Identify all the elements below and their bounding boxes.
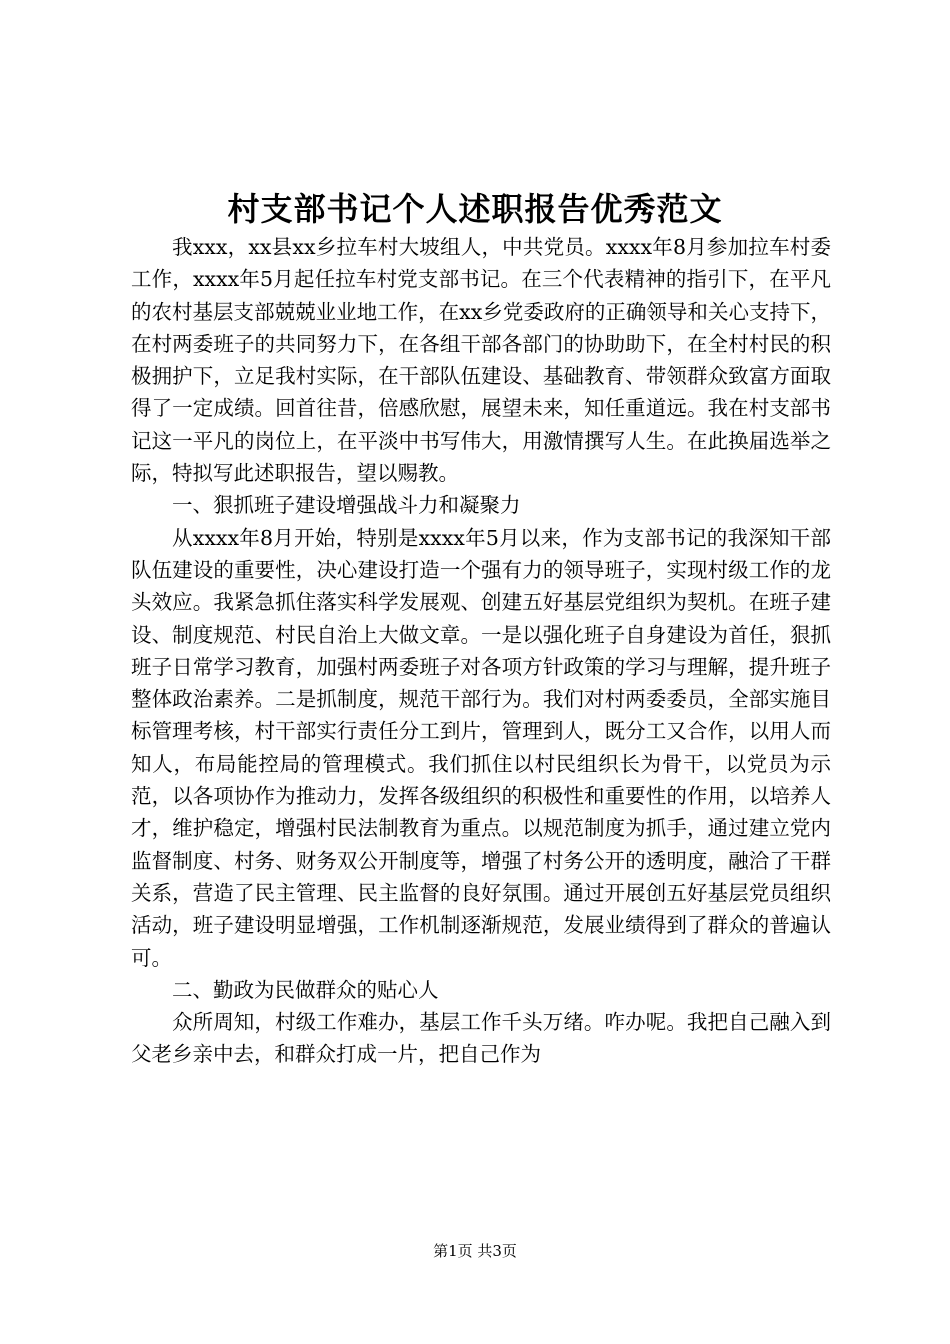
paragraph-section-2: 众所周知，村级工作难办，基层工作千头万绪。咋办呢。我把自己融入到父老乡亲中去，和群众打成一片，把自己作为 (131, 1010, 831, 1067)
section-heading-2: 二、勤政为民做群众的贴心人 (172, 977, 439, 1002)
page-footer: 第1页 共3页 (433, 1242, 517, 1260)
document-body (131, 231, 831, 1071)
paragraph-section-1: 从xxxx年8月开始，特别是xxxx年5月以来，作为支部书记的我深知干部队伍建设的重要性，决心建设打造一个强有力的领导班子，实现村级工作的龙头效应。我紧急抓住落实科学发展观、创建五好基层党组织为契机。在班子建设、制度规范、村民自治上大做文章。一是以强化班子自身建设为首任，狠抓班子日常学习教育，加强村两委班子对各项方针政策的学习与理解，提升班子整体政治素养。二是抓制度，规范干部行为。我们对村两委委员，全部实施目标管理考核，村干部实行责任分工到片，管理到人，既分工又合作，以用人而知人，布局能控局的管理模式。我们抓住以村民组织长为骨干，以党员为示范，以各项协作为推动力，发挥各级组织的积极性和重要性的作用，以培养人才，维护稳定，增强村民法制教育为重点。以规范制度为抓手，通过建立党内监督制度、村务、财务双公开制度等，增强了村务公开的透明度，融洽了干群关系，营造了民主管理、民主监督的良好氛围。通过开展创五好基层党员组织活动，班子建设明显增强，工作机制逐渐规范，发展业绩得到了群众的普遍认可。 (131, 525, 831, 970)
document-title: 村支部书记个人述职报告优秀范文 (227, 190, 723, 228)
paragraph-intro: 我xxx，xx县xx乡拉车村大坡组人，中共党员。xxxx年8月参加拉车村委工作，xxxx年5月起任拉车村党支部书记。在三个代表精神的指引下，在平凡的农村基层支部兢兢业业地工作，在xx乡党委政府的正确领导和关心支持下，在村两委班子的共同努力下，在各组干部各部门的协助助下，在全村村民的积极拥护下，立足我村实际，在干部队伍建设、基础教育、带领群众致富方面取得了一定成绩。回首往昔，倍感欣慰，展望未来，知任重道远。我在村支部书记这一平凡的岗位上，在平淡中书写伟大，用激情撰写人生。在此换届选举之际，特拟写此述职报告，望以赐教。 (131, 235, 831, 486)
section-heading-1: 一、狠抓班子建设增强战斗力和凝聚力 (172, 493, 521, 518)
